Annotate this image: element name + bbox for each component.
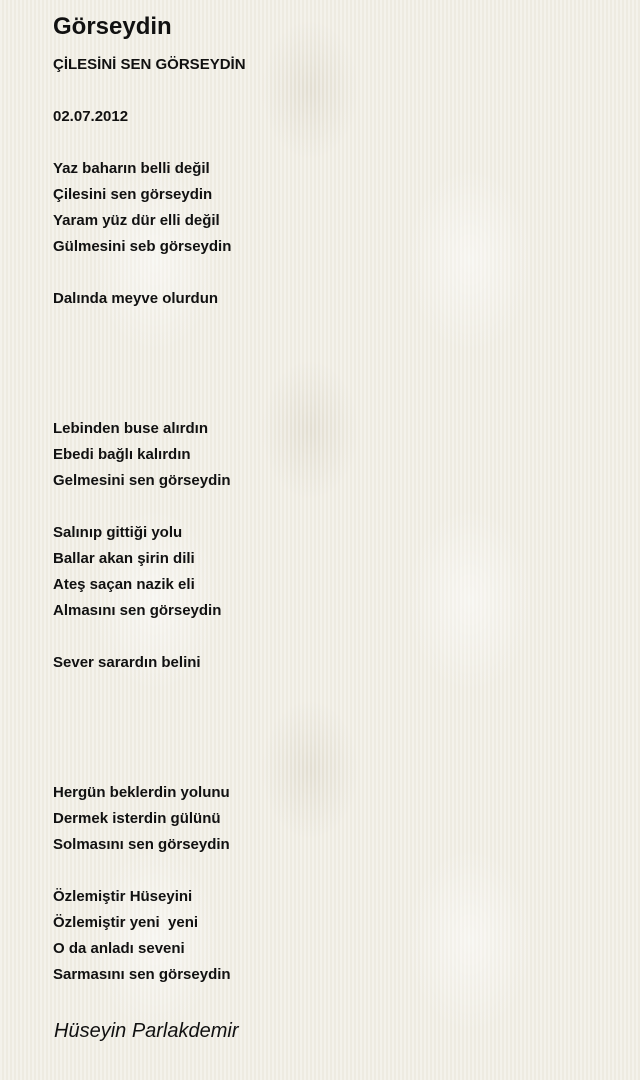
stanza-gap	[53, 754, 246, 780]
poem-line: Dermek isterdin gülünü	[53, 810, 221, 827]
poem-line: Solmasını sen görseydin	[53, 836, 230, 853]
stanza-gap	[53, 364, 246, 390]
poem-line: Almasını sen görseydin	[53, 602, 222, 619]
poem-line: Özlemiştir yeni yeni	[53, 914, 199, 931]
poem-line: Gelmesini sen görseydin	[53, 472, 231, 489]
poem-line: Hergün beklerdin yolunu	[53, 784, 230, 801]
poem-line: O da anladı seveni	[53, 940, 185, 957]
poem-line: Yaram yüz dür elli değil	[53, 212, 220, 229]
stanza-gap	[53, 624, 246, 650]
poem-line: Dalında meyve olurdun	[53, 290, 219, 307]
poem-line: Ballar akan şirin dili	[53, 550, 195, 567]
stanza-gap	[53, 260, 246, 286]
poem-author: Hüseyin Parlakdemir	[54, 1020, 239, 1042]
poem-line: Ebedi bağlı kalırdın	[53, 446, 191, 463]
poem-line: ÇİLESİNİ SEN GÖRSEYDİN	[53, 56, 246, 73]
poem-line: Çilesini sen görseydin	[53, 186, 213, 203]
stanza-gap	[53, 494, 246, 520]
poem-title: Görseydin	[53, 13, 172, 40]
stanza-gap	[53, 728, 246, 754]
stanza-gap	[53, 390, 246, 416]
stanza-gap	[53, 858, 246, 884]
poem-line: Sever sarardın belini	[53, 654, 201, 671]
poem-line: Salınıp gittiği yolu	[53, 524, 183, 541]
stanza-gap	[53, 78, 246, 104]
poem-line: Ateş saçan nazik eli	[53, 576, 195, 593]
stanza-gap	[53, 130, 246, 156]
stanza-gap	[53, 702, 246, 728]
poem-line: Özlemiştir Hüseyini	[53, 888, 193, 905]
poem-body	[53, 52, 246, 988]
poem-line: Gülmesini seb görseydin	[53, 238, 232, 255]
stanza-gap	[53, 676, 246, 702]
poem-line: Sarmasını sen görseydin	[53, 966, 231, 983]
stanza-gap	[53, 338, 246, 364]
stanza-gap	[53, 312, 246, 338]
poem-line: 02.07.2012	[53, 108, 129, 125]
poem-line: Lebinden buse alırdın	[53, 420, 209, 437]
poem-line: Yaz baharın belli değil	[53, 160, 210, 177]
